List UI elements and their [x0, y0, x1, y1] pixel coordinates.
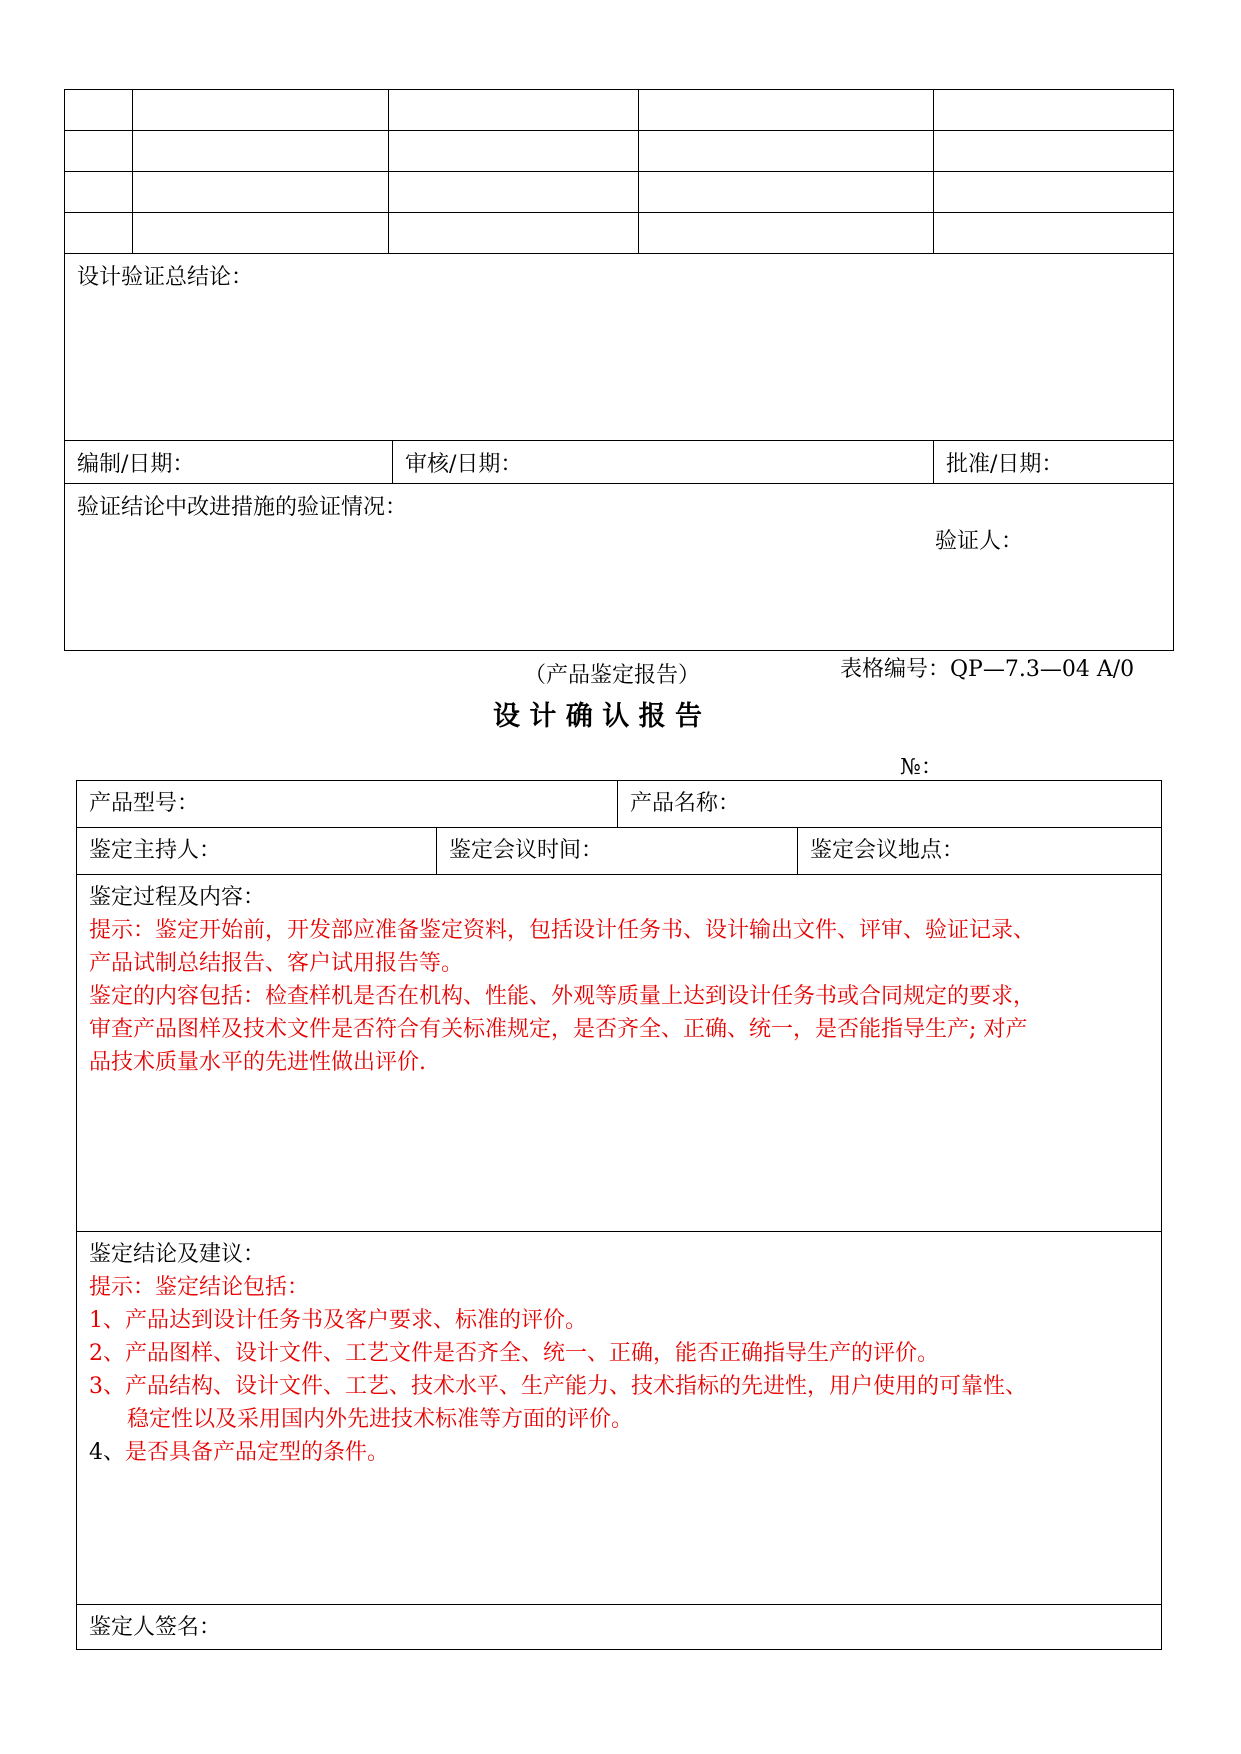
table-row: [65, 172, 1174, 213]
grid-cell[interactable]: [133, 131, 389, 172]
conclusion-label: 鉴定结论及建议：: [89, 1242, 266, 1267]
table-row: [77, 1232, 1162, 1605]
grid-cell[interactable]: [65, 131, 133, 172]
meeting-place-label: 鉴定会议地点：: [810, 838, 965, 863]
table-row: [65, 90, 1174, 131]
conclusion-item-number: 4、: [89, 1440, 125, 1465]
grid-cell[interactable]: [133, 172, 389, 213]
grid-cell[interactable]: [65, 213, 133, 254]
conclusion-item: [89, 1436, 1149, 1469]
verification-table: [64, 89, 1174, 651]
meeting-place-cell[interactable]: [798, 828, 1162, 875]
product-model-cell[interactable]: [77, 781, 618, 828]
grid-cell[interactable]: [133, 90, 389, 131]
conclusion-item-continued: 稳定性以及采用国内外先进技术标准等方面的评价。: [127, 1407, 634, 1432]
product-model-label: 产品型号：: [89, 791, 200, 816]
page-title: 设 计 确 认 报 告: [493, 701, 702, 732]
grid-cell[interactable]: [934, 131, 1174, 172]
signer-label: 鉴定人签名：: [89, 1615, 222, 1640]
conclusion-hint-title: 提示：鉴定结论包括：: [89, 1275, 310, 1300]
table-row: [77, 828, 1162, 875]
signer-cell[interactable]: [77, 1605, 1162, 1650]
form-subtitle: （产品鉴定报告）: [524, 663, 701, 688]
reviewed-date-label: 审核/日期：: [405, 452, 523, 477]
grid-cell[interactable]: [934, 213, 1174, 254]
improvement-cell[interactable]: [65, 484, 1174, 651]
grid-cell[interactable]: [639, 172, 934, 213]
grid-cell[interactable]: [389, 131, 639, 172]
conclusion-item: 3、产品结构、设计文件、工艺、技术水平、生产能力、技术指标的先进性，用户使用的可靠性、: [89, 1374, 1028, 1399]
reviewed-date-cell[interactable]: [393, 441, 934, 484]
grid-cell[interactable]: [639, 213, 934, 254]
improvement-label: 验证结论中改进措施的验证情况：: [77, 495, 408, 520]
grid-cell[interactable]: [389, 90, 639, 131]
table-row: [77, 1605, 1162, 1650]
host-cell[interactable]: [77, 828, 437, 875]
process-hint-line: 审查产品图样及技术文件是否符合有关标准规定，是否齐全、正确、统一，是否能指导生产; 对产: [89, 1017, 1028, 1042]
table-row: [65, 254, 1174, 441]
process-label: 鉴定过程及内容：: [89, 885, 266, 910]
verifier-label: 验证人：: [935, 529, 1024, 554]
confirmation-table: [76, 780, 1162, 1650]
process-cell[interactable]: [77, 875, 1162, 1232]
process-hint-line: 品技术质量水平的先进性做出评价.: [89, 1050, 426, 1075]
grid-cell[interactable]: [639, 90, 934, 131]
number-label: №：: [900, 755, 943, 780]
grid-cell[interactable]: [65, 172, 133, 213]
process-hint-line: 提示：鉴定开始前，开发部应准备鉴定资料，包括设计任务书、设计输出文件、评审、验证记录、: [89, 918, 1036, 943]
table-row: [77, 781, 1162, 828]
summary-cell[interactable]: [65, 254, 1174, 441]
summary-label: 设计验证总结论：: [77, 265, 254, 290]
compiled-date-cell[interactable]: [65, 441, 393, 484]
grid-cell[interactable]: [389, 213, 639, 254]
table-row: [65, 484, 1174, 651]
conclusion-item: 2、产品图样、设计文件、工艺文件是否齐全、统一、正确，能否正确指导生产的评价。: [89, 1341, 939, 1366]
grid-cell[interactable]: [389, 172, 639, 213]
meeting-time-cell[interactable]: [437, 828, 798, 875]
compiled-date-label: 编制/日期：: [77, 452, 195, 477]
approved-date-cell[interactable]: [934, 441, 1174, 484]
product-name-label: 产品名称：: [630, 791, 741, 816]
approved-date-label: 批准/日期：: [946, 452, 1064, 477]
product-name-cell[interactable]: [618, 781, 1162, 828]
grid-cell[interactable]: [65, 90, 133, 131]
process-hint-line: 产品试制总结报告、客户试用报告等。: [89, 951, 464, 976]
host-label: 鉴定主持人：: [89, 838, 222, 863]
grid-cell[interactable]: [639, 131, 934, 172]
grid-cell[interactable]: [934, 90, 1174, 131]
table-row: [65, 131, 1174, 172]
grid-cell[interactable]: [934, 172, 1174, 213]
table-row: [77, 875, 1162, 1232]
conclusion-item-text: 是否具备产品定型的条件。: [125, 1440, 390, 1465]
conclusion-item: 1、产品达到设计任务书及客户要求、标准的评价。: [89, 1308, 587, 1333]
process-hint-line: 鉴定的内容包括：检查样机是否在机构、性能、外观等质量上达到设计任务书或合同规定的要求，: [89, 984, 1036, 1009]
conclusion-cell[interactable]: [77, 1232, 1162, 1605]
table-row: [65, 213, 1174, 254]
table-row: [65, 441, 1174, 484]
form-number: 表格编号：QP—7.3—04 A/0: [840, 657, 1135, 682]
grid-cell[interactable]: [133, 213, 389, 254]
meeting-time-label: 鉴定会议时间：: [449, 838, 604, 863]
